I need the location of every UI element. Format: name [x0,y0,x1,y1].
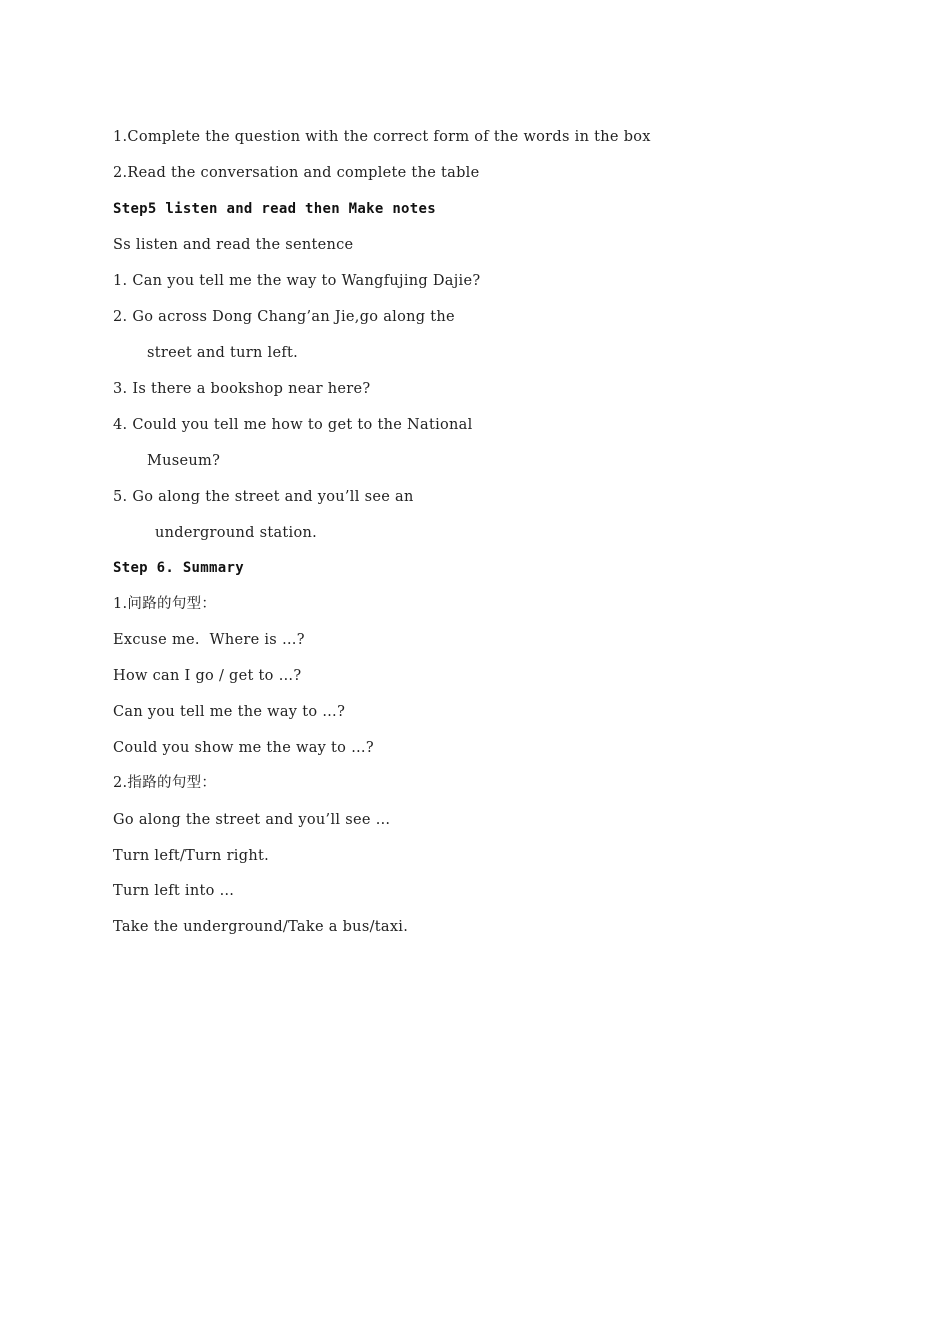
asking-pattern-4: Could you show me the way to …? [113,740,374,756]
step5-intro: Ss listen and read the sentence [113,237,354,253]
giving-pattern-2: Turn left/Turn right. [113,848,270,864]
sentence-4-continued: Museum? [147,453,221,469]
sentence-5-continued: underground station. [155,525,318,541]
giving-pattern-4: Take the underground/Take a bus/taxi. [113,919,409,935]
step5-heading: Step5 listen and read then Make notes [113,201,436,217]
sentence-3: 3. Is there a bookshop near here? [113,381,371,397]
step6-heading: Step 6. Summary [113,560,244,576]
giving-pattern-1: Go along the street and you’ll see … [113,812,391,828]
asking-directions-title: 1.问路的句型： [113,596,217,612]
sentence-2: 2. Go across Dong Chang’an Jie,go along the [113,309,455,325]
sentence-4: 4. Could you tell me how to get to the National [113,417,473,433]
giving-pattern-3: Turn left into … [113,883,235,899]
task-item-1: 1.Complete the question with the correct form of the words in the box [113,129,651,145]
asking-pattern-1: Excuse me. Where is …? [113,632,305,648]
task-item-2: 2.Read the conversation and complete the table [113,165,480,181]
sentence-1: 1. Can you tell me the way to Wangfujing Dajie? [113,273,481,289]
giving-directions-title: 2.指路的句型： [113,775,217,791]
sentence-5: 5. Go along the street and you’ll see an [113,489,414,505]
asking-pattern-3: Can you tell me the way to …? [113,704,346,720]
asking-pattern-2: How can I go / get to …? [113,668,302,684]
sentence-2-continued: street and turn left. [147,345,299,361]
